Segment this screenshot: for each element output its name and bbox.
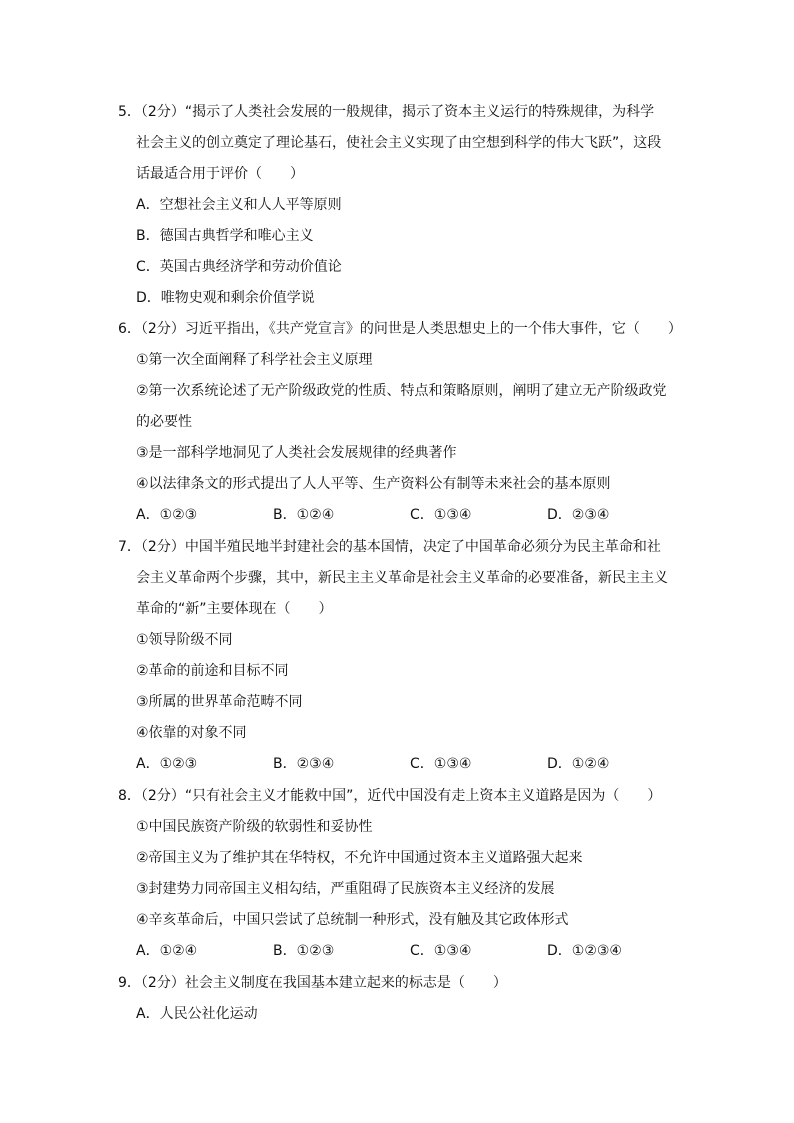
options-row — [118, 500, 688, 531]
statement-3: ③是一部科学地洞见了人类社会发展规律的经典著作 — [136, 445, 457, 461]
statement-3: ③所属的世界革命范畴不同 — [136, 694, 303, 710]
question-7 — [118, 532, 688, 780]
option-d[interactable]: D．唯物史观和剩余价值学说 — [136, 290, 315, 306]
statement-4: ④依靠的对象不同 — [136, 725, 247, 741]
option-a[interactable]: A．①②③ — [136, 507, 198, 523]
option-a[interactable]: A．空想社会主义和人人平等原则 — [136, 197, 342, 213]
question-6 — [118, 314, 688, 531]
option-a[interactable]: A．①②④ — [136, 943, 198, 959]
statement-2: ②帝国主义为了维护其在华特权，不允许中国通过资本主义道路强大起来 — [136, 850, 583, 866]
question-score: （2分） — [140, 539, 185, 555]
question-number: 5． — [118, 104, 141, 120]
option-c[interactable]: C．①③④ — [410, 943, 472, 959]
option-c[interactable]: C．①③④ — [410, 507, 472, 523]
statement-1: ①领导阶级不同 — [136, 632, 233, 648]
option-c[interactable]: C．①③④ — [410, 756, 472, 772]
question-stem-line: 社会主义的创立奠定了理论基石，使社会主义实现了由空想到科学的伟大飞跃”，这段 — [136, 135, 662, 151]
question-number: 8． — [118, 788, 141, 804]
question-stem-line: 会主义革命两个步骤，其中，新民主主义革命是社会主义革命的必要准备，新民主主义 — [136, 570, 668, 586]
question-stem-line: “只有社会主义才能救中国”，近代中国没有走上资本主义道路是因为（ ） — [184, 788, 662, 804]
option-c[interactable]: C．英国古典经济学和劳动价值论 — [136, 259, 342, 275]
question-stem-line: 中国半殖民地半封建社会的基本国情，决定了中国革命必须分为民主革命和社 — [184, 539, 661, 555]
question-number: 9． — [118, 975, 141, 991]
statement-1: ①第一次全面阐释了科学社会主义原理 — [136, 352, 373, 368]
statement-2: ②革命的前途和目标不同 — [136, 663, 289, 679]
question-number: 7． — [118, 539, 141, 555]
option-d[interactable]: D．②③④ — [547, 507, 610, 523]
question-score: （2分） — [140, 321, 185, 337]
question-stem-line: 社会主义制度在我国基本建立起来的标志是（ ） — [184, 975, 507, 991]
question-9 — [118, 968, 688, 1030]
option-d[interactable]: D．①②④ — [547, 756, 610, 772]
option-a[interactable]: A．人民公社化运动 — [136, 1006, 258, 1022]
question-stem-line: 革命的“新”主要体现在（ ） — [136, 601, 333, 617]
option-d[interactable]: D．①②③④ — [547, 943, 622, 959]
option-b[interactable]: B．①②③ — [273, 943, 335, 959]
statement-4: ④辛亥革命后，中国只尝试了总统制一种形式，没有触及其它政体形式 — [136, 912, 569, 928]
question-score: （2分） — [140, 788, 185, 804]
options-row — [118, 749, 688, 780]
statement-2-continued: 的必要性 — [136, 414, 192, 430]
option-b[interactable]: B．①②④ — [273, 507, 335, 523]
options-row — [118, 936, 688, 967]
option-b[interactable]: B．德国古典哲学和唯心主义 — [136, 228, 314, 244]
question-stem-line: “揭示了人类社会发展的一般规律，揭示了资本主义运行的特殊规律，为科学 — [184, 104, 655, 120]
statement-1: ①中国民族资产阶级的软弱性和妥协性 — [136, 819, 373, 835]
statement-2: ②第一次系统论述了无产阶级政党的性质、特点和策略原则，阐明了建立无产阶级政党 — [136, 383, 667, 399]
question-score: （2分） — [140, 975, 185, 991]
question-stem-line: 习近平指出，《共产党宣言》的问世是人类思想史上的一个伟大事件，它（ ） — [184, 321, 682, 337]
question-number: 6． — [118, 321, 141, 337]
question-stem-line: 话最适合用于评价（ ） — [136, 166, 304, 182]
question-5 — [118, 97, 688, 314]
question-8 — [118, 781, 688, 967]
question-score: （2分） — [140, 104, 185, 120]
statement-3: ③封建势力同帝国主义相勾结，严重阻碍了民族资本主义经济的发展 — [136, 881, 555, 897]
option-b[interactable]: B．②③④ — [273, 756, 335, 772]
statement-4: ④以法律条文的形式提出了人人平等、生产资料公有制等未来社会的基本原则 — [136, 476, 611, 492]
option-a[interactable]: A．①②③ — [136, 756, 198, 772]
